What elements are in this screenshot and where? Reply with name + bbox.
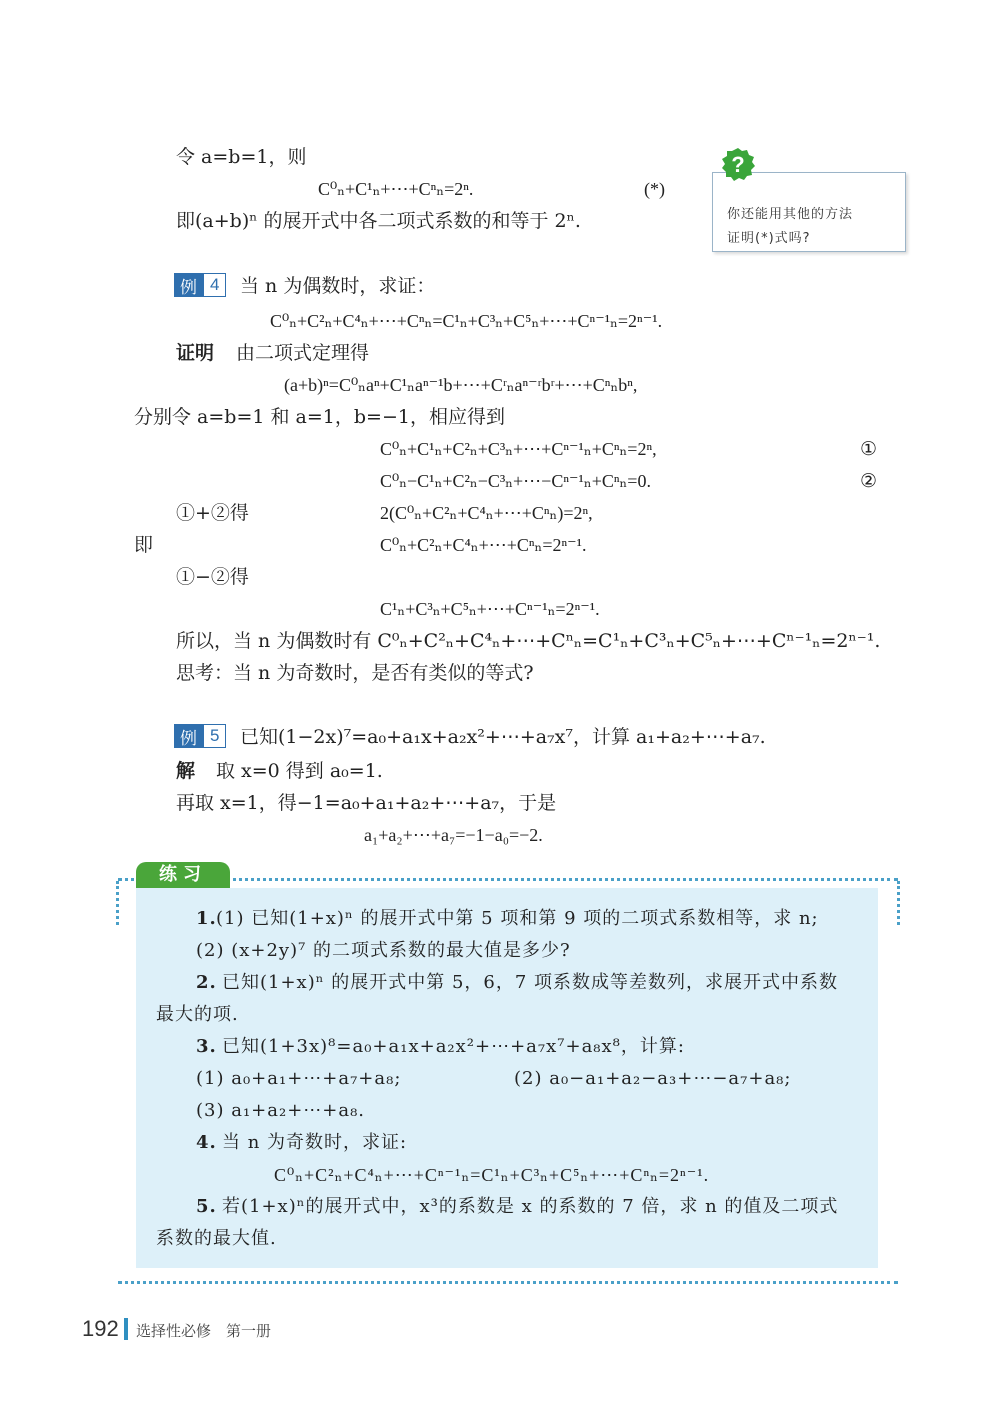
practice-title: 练习 (136, 862, 230, 888)
equation-star-mark: (*) (644, 179, 665, 199)
example-4-tag-label: 例 (174, 273, 203, 297)
page-number: 192 (82, 1316, 119, 1341)
proof-intro: 由二项式定理得 (236, 342, 370, 364)
practice-2a: 已知(1+x)ⁿ 的展开式中第 5，6，7 项系数成等差数列，求展开式中系数 (222, 972, 839, 993)
solution-line-1: 取 x=0 得到 a₀=1. (216, 760, 383, 782)
svg-text:?: ? (731, 152, 745, 177)
solution-line-2: 再取 x=1，得−1=a₀+a₁+a₂+⋯+a₇，于是 (176, 792, 557, 814)
practice-5-number: 5. (196, 1196, 217, 1217)
book-title: 选择性必修 第一册 (136, 1322, 272, 1340)
sum-equation: 2(C⁰ₙ+C²ₙ+C⁴ₙ+⋯+Cⁿₙ)=2ⁿ, (380, 503, 593, 523)
text-line-sum-coefficients: 即(a+b)ⁿ 的展开式中各二项式系数的和等于 2ⁿ. (176, 210, 581, 232)
practice-4-number: 4. (196, 1132, 217, 1153)
substitute-line: 分别令 a=b=1 和 a=1，b=−1，相应得到 (134, 406, 505, 428)
practice-3-3: (3) a₁+a₂+⋯+a₈. (196, 1100, 366, 1121)
practice-3: 已知(1+3x)⁸=a₀+a₁x+a₂x²+⋯+a₇x⁷+a₈x⁸，计算: (222, 1036, 685, 1057)
practice-2-number: 2. (196, 972, 217, 993)
example-5-tag-number: 5 (203, 724, 226, 748)
example-4-statement: 当 n 为偶数时，求证： (240, 275, 436, 297)
side-note-box (712, 172, 906, 252)
example-5-tag-label: 例 (174, 724, 203, 748)
equation-2-mark: ② (860, 470, 878, 492)
diff-label: ①−②得 (176, 566, 249, 588)
practice-3-1: (1) a₀+a₁+⋯+a₇+a₈; (196, 1068, 402, 1089)
equation-1: C⁰ₙ+C¹ₙ+C²ₙ+C³ₙ+⋯+Cⁿ⁻¹ₙ+Cⁿₙ=2ⁿ, (380, 439, 657, 459)
equation-2: C⁰ₙ−C¹ₙ+C²ₙ−C³ₙ+⋯−Cⁿ⁻¹ₙ+Cⁿₙ=0. (380, 471, 651, 491)
example-4-claim: C⁰ₙ+C²ₙ+C⁴ₙ+⋯+Cⁿₙ=C¹ₙ+C³ₙ+C⁵ₙ+⋯+Cⁿ⁻¹ₙ=2ⁿ⁻¹. (270, 311, 663, 331)
practice-4-equation: C⁰ₙ+C²ₙ+C⁴ₙ+⋯+Cⁿ⁻¹ₙ=C¹ₙ+C³ₙ+C⁵ₙ+⋯+Cⁿₙ=2ⁿ⁻¹. (274, 1165, 710, 1185)
side-note-line2: 证明(*)式吗? (727, 231, 811, 246)
ji-equation: C⁰ₙ+C²ₙ+C⁴ₙ+⋯+Cⁿₙ=2ⁿ⁻¹. (380, 535, 587, 555)
diff-equation: C¹ₙ+C³ₙ+C⁵ₙ+⋯+Cⁿ⁻¹ₙ=2ⁿ⁻¹. (380, 599, 600, 619)
think-line: 思考：当 n 为奇数时，是否有类似的等式? (176, 662, 534, 684)
example-5-tag (174, 724, 226, 748)
practice-2b: 最大的项. (156, 1004, 239, 1025)
proof-label: 证明 (176, 342, 215, 364)
practice-4: 当 n 为奇数时，求证: (222, 1132, 408, 1153)
question-mark-icon (720, 146, 756, 182)
solution-label: 解 (176, 760, 196, 782)
solution-line-3: a₁+a₂+⋯+a₇=−1−a₀=−2. (364, 825, 543, 845)
example-5-statement: 已知(1−2x)⁷=a₀+a₁x+a₂x²+⋯+a₇x⁷，计算 a₁+a₂+⋯+a₇. (240, 726, 766, 748)
side-note-line1: 你还能用其他的方法 (727, 207, 854, 222)
equation-1-mark: ① (860, 438, 878, 460)
sum-label: ①+②得 (176, 502, 249, 524)
practice-5b: 系数的最大值. (156, 1228, 277, 1249)
example-4-tag-number: 4 (203, 273, 226, 297)
binomial-theorem-equation: (a+b)ⁿ=C⁰ₙaⁿ+C¹ₙaⁿ⁻¹b+⋯+Cʳₙaⁿ⁻ʳbʳ+⋯+Cⁿₙbⁿ, (284, 375, 638, 395)
practice-3-number: 3. (196, 1036, 217, 1057)
practice-1a: (1) 已知(1+x)ⁿ 的展开式中第 5 项和第 9 项的二项式系数相等，求 n; (216, 908, 819, 929)
text-line-let-ab: 令 a=b=1，则 (176, 146, 307, 168)
conclusion-line: 所以，当 n 为偶数时有 C⁰ₙ+C²ₙ+C⁴ₙ+⋯+Cⁿₙ=C¹ₙ+C³ₙ+C⁵ₙ+⋯+Cⁿ⁻¹ₙ=2ⁿ⁻¹. (176, 630, 881, 652)
practice-1b: (2) (x+2y)⁷ 的二项式系数的最大值是多少? (196, 940, 571, 961)
practice-5a: 若(1+x)ⁿ的展开式中，x³的系数是 x 的系数的 7 倍，求 n 的值及二项式 (222, 1196, 839, 1217)
example-4-tag (174, 273, 226, 297)
footer-divider (124, 1318, 128, 1340)
practice-3-2: (2) a₀−a₁+a₂−a₃+⋯−a₇+a₈; (514, 1068, 792, 1089)
ji-label: 即 (134, 534, 154, 556)
equation-star: C⁰ₙ+C¹ₙ+⋯+Cⁿₙ=2ⁿ. (318, 179, 474, 199)
practice-1-number: 1. (196, 908, 217, 929)
